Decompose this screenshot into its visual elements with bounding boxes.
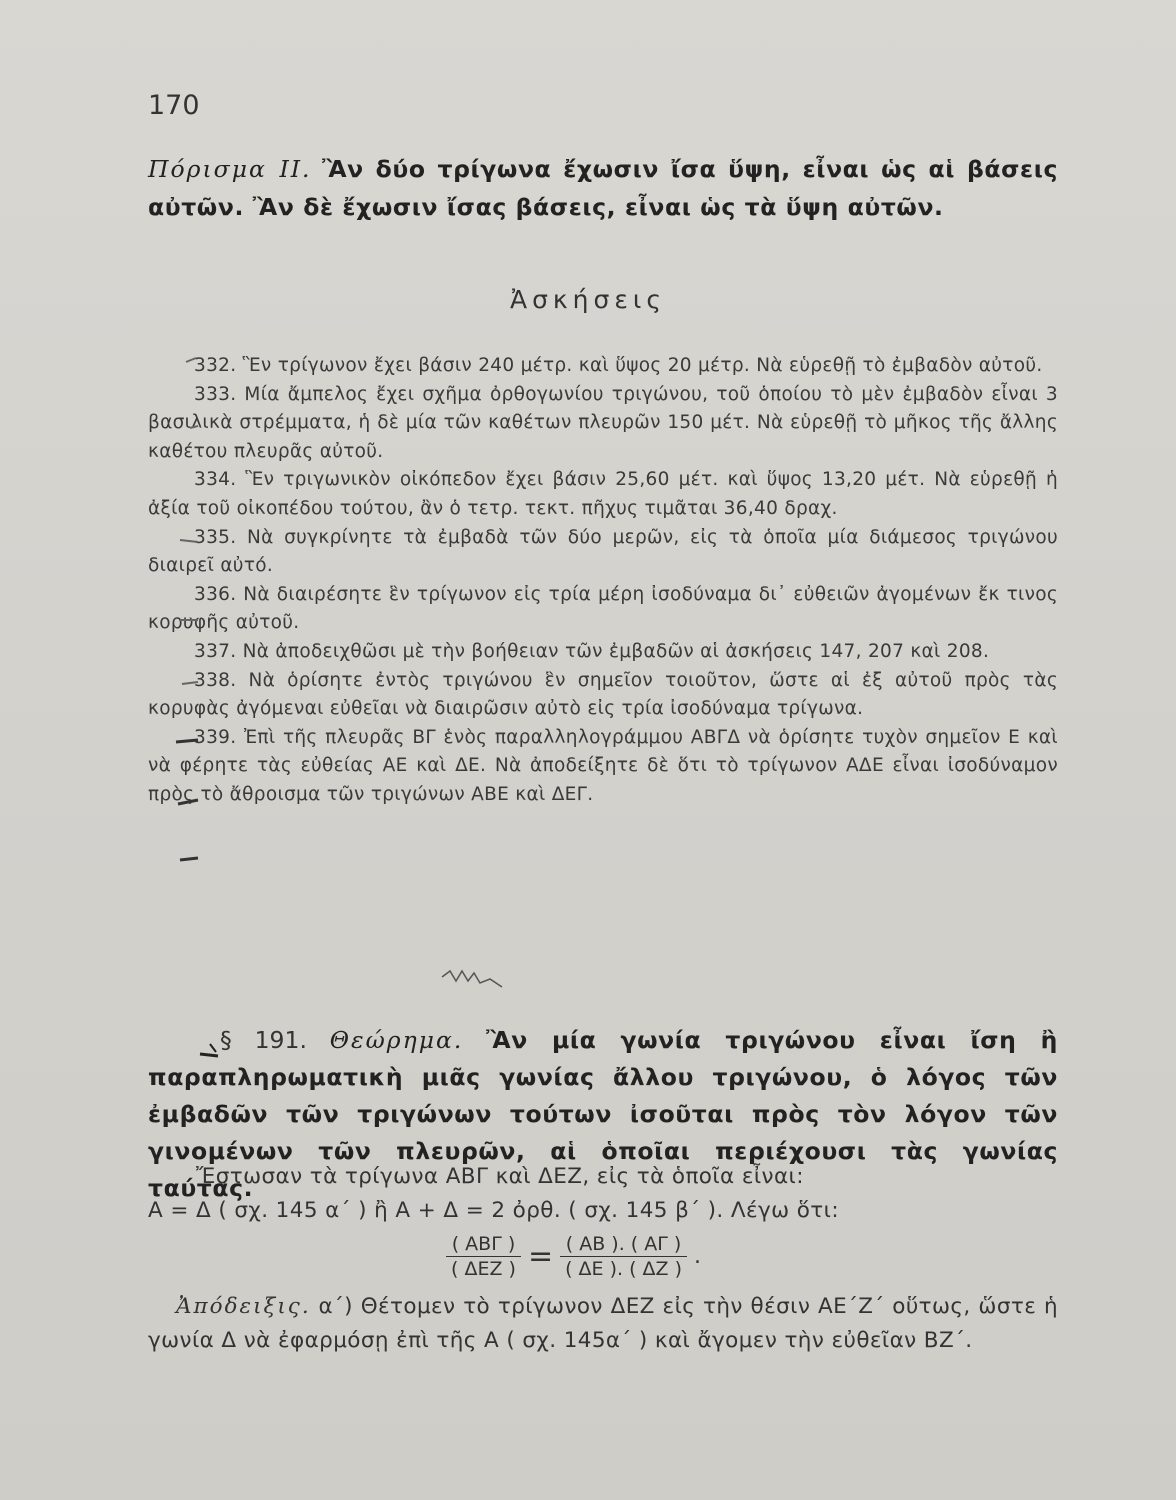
- porisma-block: [148, 150, 1058, 226]
- proof-label: Ἀπόδειξις.: [176, 1294, 311, 1319]
- exercise-item: 337. Νὰ ἀποδειχθῶσι μὲ τὴν βοήθειαν τῶν ἐμβαδῶν αἱ ἀσκήσεις 147, 207 καὶ 208.: [194, 640, 990, 662]
- theorem-section: § 191.: [220, 1026, 307, 1054]
- left-numerator: ( ΑΒΓ ): [446, 1232, 522, 1257]
- formula-period: .: [693, 1244, 701, 1269]
- equals-sign: =: [527, 1239, 554, 1274]
- theorem-label: Θεώρημα.: [329, 1026, 464, 1054]
- proof-block: [148, 1290, 1058, 1358]
- right-fraction: [559, 1232, 688, 1281]
- exercise-item: 333. Μία ἄμπελος ἔχει σχῆμα ὀρθογωνίου τριγώνου, τοῦ ὁποίου τὸ μὲν ἐμβαδὸν εἶναι 3 βασιλικὰ στρέμματα, ἡ δὲ μία τῶν καθέτων πλευρῶν 150 μέτ. Νὰ εὑρεθῇ τὸ μῆκος τῆς ἄλλης καθέτου πλευρᾶς αὐτοῦ.: [148, 383, 1058, 462]
- theorem-text: Ἂν μία γωνία τριγώνου εἶναι ἴση ἢ παραπληρωματικὴ μιᾶς γωνίας ἄλλου τριγώνου, ὁ λόγος τῶν ἐμβαδῶν τῶν τριγώνων τούτων ἰσοῦται πρὸς τὸν λόγον τῶν γινομένων τῶν πλευρῶν, αἱ ὁποῖαι περιέχουσι τὰς γωνίας ταύτας.: [148, 1026, 1058, 1202]
- page-number: 170: [148, 90, 200, 121]
- porisma-label: Πόρισμα ΙΙ.: [148, 155, 312, 183]
- exercise-item: 338. Νὰ ὁρίσητε ἐντὸς τριγώνου ἓν σημεῖον τοιοῦτον, ὥστε αἱ ἐξ αὐτοῦ πρὸς τὰς κορυφὰς ἀγόμεναι εὐθεῖαι νὰ διαιρῶσιν αὐτὸ εἰς τρία ἰσοδύναμα τρίγωνα.: [148, 669, 1058, 720]
- statement-line-2: Α = Δ ( σχ. 145 α΄ ) ἢ Α + Δ = 2 ὀρθ. ( σχ. 145 β΄ ). Λέγω ὅτι:: [148, 1198, 839, 1223]
- area-ratio-formula: [445, 1232, 701, 1281]
- exercises-list: [148, 352, 1058, 810]
- pencil-squiggle-icon: [440, 965, 510, 995]
- porisma-paragraph: [148, 150, 1058, 226]
- proof-paragraph: [148, 1290, 1058, 1358]
- exercise-item: 334. Ἓν τριγωνικὸν οἰκόπεδον ἔχει βάσιν 25,60 μέτ. καὶ ὕψος 13,20 μέτ. Νὰ εὑρεθῇ ἡ ἀξία τοῦ οἰκοπέδου τούτου, ἂν ὁ τετρ. τεκτ. πῆχυς τιμᾶται 36,40 δραχ.: [148, 469, 1058, 519]
- exercise-item: 336. Νὰ διαιρέσητε ἓν τρίγωνον εἰς τρία μέρη ἰσοδύναμα δι᾽ εὐθειῶν ἀγομένων ἔκ τινος κορυφῆς αὐτοῦ.: [148, 583, 1058, 634]
- porisma-text: Ἂν δύο τρίγωνα ἔχωσιν ἴσα ὕψη, εἶναι ὡς αἱ βάσεις αὐτῶν. Ἂν δὲ ἔχωσιν ἴσας βάσεις, εἶναι ὡς τὰ ὕψη αὐτῶν.: [148, 155, 1058, 221]
- pencil-margin-marks: [172, 352, 212, 992]
- exercise-item: 335. Νὰ συγκρίνητε τὰ ἐμβαδὰ τῶν δύο μερῶν, εἰς τὰ ὁποῖα μία διάμεσος τριγώνου διαιρεῖ αὐτό.: [148, 526, 1058, 577]
- proof-text: α΄) Θέτομεν τὸ τρίγωνον ΔΕΖ εἰς τὴν θέσιν ΑΕ΄Ζ΄ οὕτως, ὥστε ἡ γωνία Δ νὰ ἐφαρμόσῃ ἐπὶ τῆς Α ( σχ. 145α΄ ) καὶ ἄγομεν τὴν εὐθεῖαν ΒΖ΄.: [148, 1294, 1058, 1353]
- exercise-item: 339. Ἐπὶ τῆς πλευρᾶς ΒΓ ἑνὸς παραλληλογράμμου ΑΒΓΔ νὰ ὁρίσητε τυχὸν σημεῖον Ε καὶ νὰ φέρητε τὰς εὐθείας ΑΕ καὶ ΔΕ. Νὰ ἀποδείξητε δὲ ὅτι τὸ τρίγωνον ΑΔΕ εἶναι ἰσοδύναμον πρὸς τὸ ἄθροισμα τῶν τριγώνων ΑΒΕ καὶ ΔΕΓ.: [148, 726, 1058, 805]
- left-denominator: ( ΔΕΖ ): [451, 1258, 516, 1280]
- right-denominator: ( ΔΕ ). ( ΔΖ ): [565, 1258, 682, 1280]
- exercises-heading: Ἀσκήσεις: [509, 285, 666, 314]
- left-fraction: [445, 1232, 522, 1281]
- statement-line-1: Ἔστωσαν τὰ τρίγωνα ΑΒΓ καὶ ΔΕΖ, εἰς τὰ ὁποῖα εἶναι:: [196, 1164, 804, 1189]
- statement-block: [148, 1160, 1058, 1228]
- exercise-item: 332. Ἓν τρίγωνον ἔχει βάσιν 240 μέτρ. καὶ ὕψος 20 μέτρ. Νὰ εὑρεθῇ τὸ ἐμβαδὸν αὐτοῦ.: [194, 355, 1043, 376]
- right-numerator: ( ΑΒ ). ( ΑΓ ): [560, 1232, 688, 1257]
